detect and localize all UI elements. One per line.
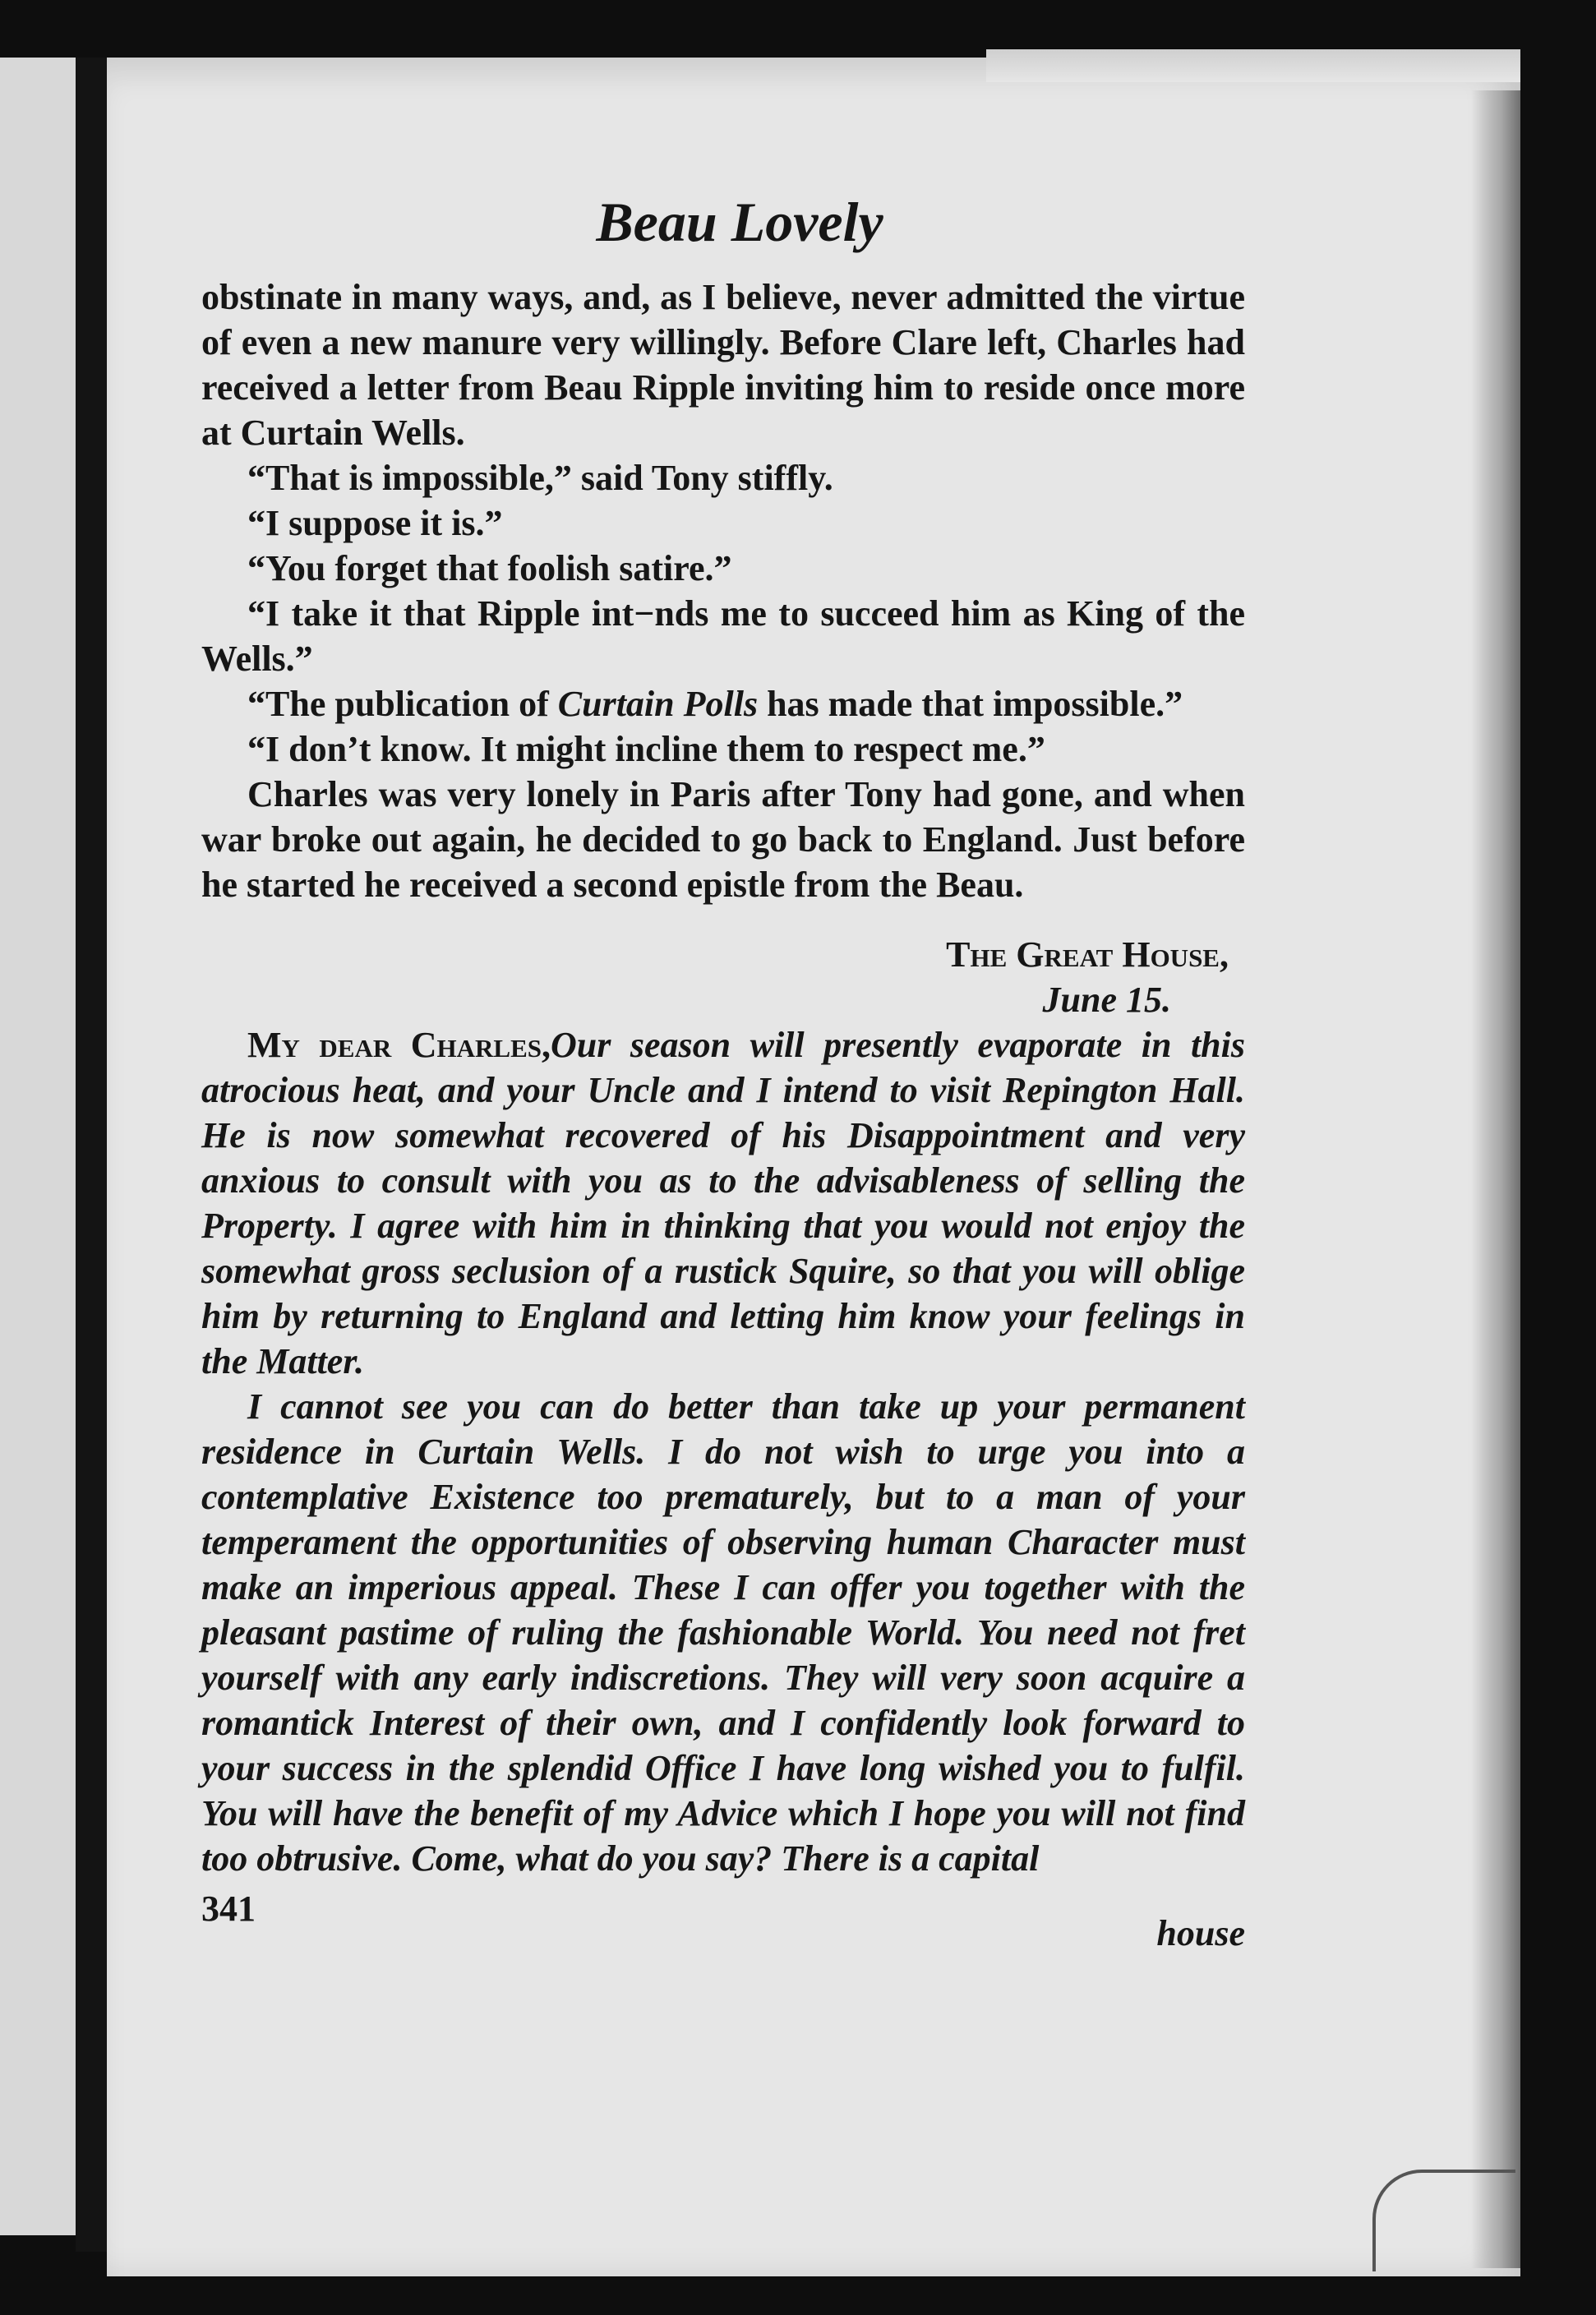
catchword: house bbox=[1156, 1913, 1245, 1953]
paragraph: Charles was very lonely in Paris after Tony had gone, and when war broke out again, he decided to go back to England. Just before he started he received a second epistle from the Beau. bbox=[201, 774, 1245, 905]
paragraph bbox=[201, 681, 1245, 726]
paragraph-text: “The publication of bbox=[247, 684, 558, 724]
running-head: Beau Lovely bbox=[596, 191, 883, 253]
paragraph: “I take it that Ripple int−nds me to succeed him as King of the Wells.” bbox=[201, 593, 1245, 679]
book-gutter bbox=[76, 58, 107, 2252]
page-top-edge bbox=[986, 49, 1520, 82]
letter-text: Our season will presently evaporate in this atrocious heat, and your Uncle and I intend to visit Repington Hall. He is now somewhat recovered of his Disappointment and very anxious to consult with you as to the advisableness of selling the Property. I agree with him in thinking that you would not enjoy the somewhat gross seclusion of a rustick Squire, so that you will oblige him by returning to England and letting him know your feelings in the Matter. bbox=[201, 1025, 1245, 1381]
paragraph: “I don’t know. It might incline them to respect me.” bbox=[247, 729, 1045, 769]
letter-paragraph bbox=[201, 1022, 1245, 1384]
letter-address: The Great House, bbox=[946, 934, 1229, 975]
paragraph-text: has made that impossible.” bbox=[758, 684, 1183, 724]
letter-date: June 15. bbox=[1042, 980, 1171, 1020]
paragraph: “That is impossible,” said Tony stiffly. bbox=[247, 458, 833, 498]
page-number: 341 bbox=[201, 1888, 256, 1929]
paragraph: obstinate in many ways, and, as I believe, never admitted the virtue of even a new manure very willingly. Before Clare left, Charles had received a letter from Beau Ripple inviting him to reside once more at Curtain Wells. bbox=[201, 277, 1245, 453]
page-corner-curl bbox=[1372, 2170, 1515, 2271]
page-text bbox=[201, 189, 1245, 1956]
facing-page-edge bbox=[0, 58, 76, 2235]
paragraph: “You forget that foolish satire.” bbox=[247, 548, 732, 588]
letter-paragraph: I cannot see you can do better than take up your permanent residence in Curtain Wells. I do not wish to urge you into a contemplative Existence too prematurely, but to a man of your temperament the opportunities of observing human Character must make an imperious appeal. These I can offer you together with the pleasant pastime of ruling the fashionable World. You need not fret yourself with any early indiscretions. They will very soon acquire a romantick Interest of their own, and I confidently look forward to your success in the splendid Office I have long wished you to fulfil. You will have the benefit of my Advice which I hope you will not find too obtrusive. Come, what do you say? There is a capital bbox=[201, 1386, 1245, 1879]
letter-salutation: My dear Charles, bbox=[247, 1025, 551, 1065]
book-title: Curtain Polls bbox=[557, 684, 759, 724]
page-right-edge bbox=[1471, 90, 1520, 2268]
page-footer bbox=[201, 1886, 1245, 1956]
paragraph: “I suppose it is.” bbox=[247, 503, 503, 543]
